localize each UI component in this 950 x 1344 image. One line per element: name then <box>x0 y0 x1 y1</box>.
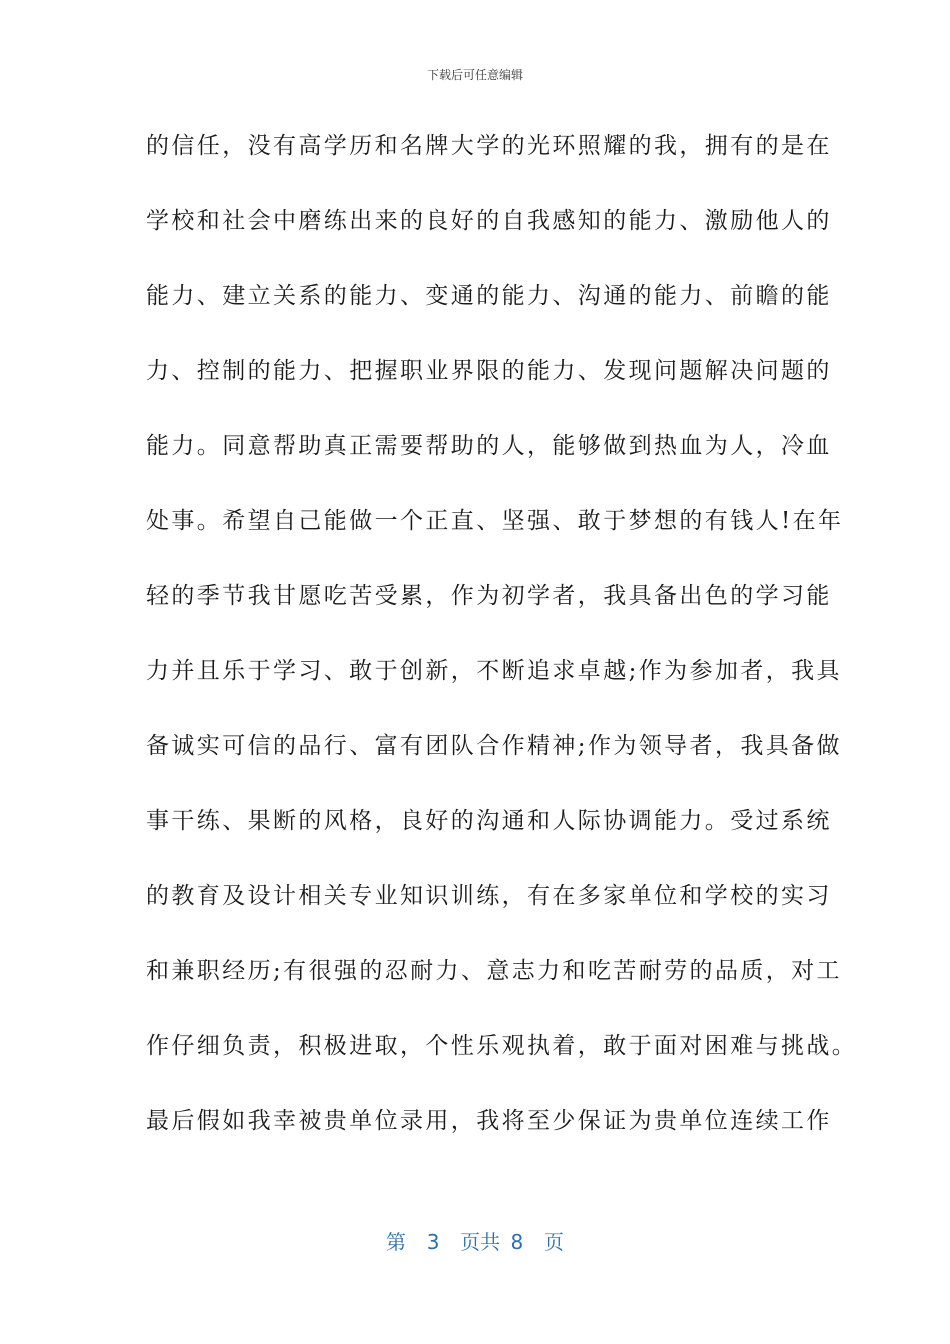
text-line: 事干练、果断的风格，良好的沟通和人际协调能力。受过系统 <box>146 808 832 834</box>
text-line: 和兼职经历;有很强的忍耐力、意志力和吃苦耐劳的品质，对工 <box>146 958 842 984</box>
text-line: 最后假如我幸被贵单位录用，我将至少保证为贵单位连续工作 <box>146 1108 832 1134</box>
text-line: 轻的季节我甘愿吃苦受累，作为初学者，我具备出色的学习能 <box>146 583 832 609</box>
page-number: 第 3 页共 8 页 <box>386 1230 564 1254</box>
page-footer <box>0 1226 950 1255</box>
page-header: 下载后可任意编辑 <box>426 68 523 82</box>
text-line: 备诚实可信的品行、富有团队合作精神;作为领导者，我具备做 <box>146 733 842 759</box>
text-line: 处事。希望自己能做一个正直、坚强、敢于梦想的有钱人!在年 <box>146 508 844 534</box>
text-line: 的信任，没有高学历和名牌大学的光环照耀的我，拥有的是在 <box>146 133 832 159</box>
text-line: 力、控制的能力、把握职业界限的能力、发现问题解决问题的 <box>146 358 832 384</box>
text-line: 学校和社会中磨练出来的良好的自我感知的能力、激励他人的 <box>146 208 832 234</box>
text-line: 作仔细负责，积极进取，个性乐观执着，敢于面对困难与挑战。 <box>146 1033 858 1059</box>
text-line: 力并且乐于学习、敢于创新，不断追求卓越;作为参加者，我具 <box>146 658 842 684</box>
text-line: 能力、建立关系的能力、变通的能力、沟通的能力、前瞻的能 <box>146 283 832 309</box>
text-line: 能力。同意帮助真正需要帮助的人，能够做到热血为人，冷血 <box>146 433 832 459</box>
text-line: 的教育及设计相关专业知识训练，有在多家单位和学校的实习 <box>146 883 832 909</box>
body-text <box>146 126 858 1176</box>
